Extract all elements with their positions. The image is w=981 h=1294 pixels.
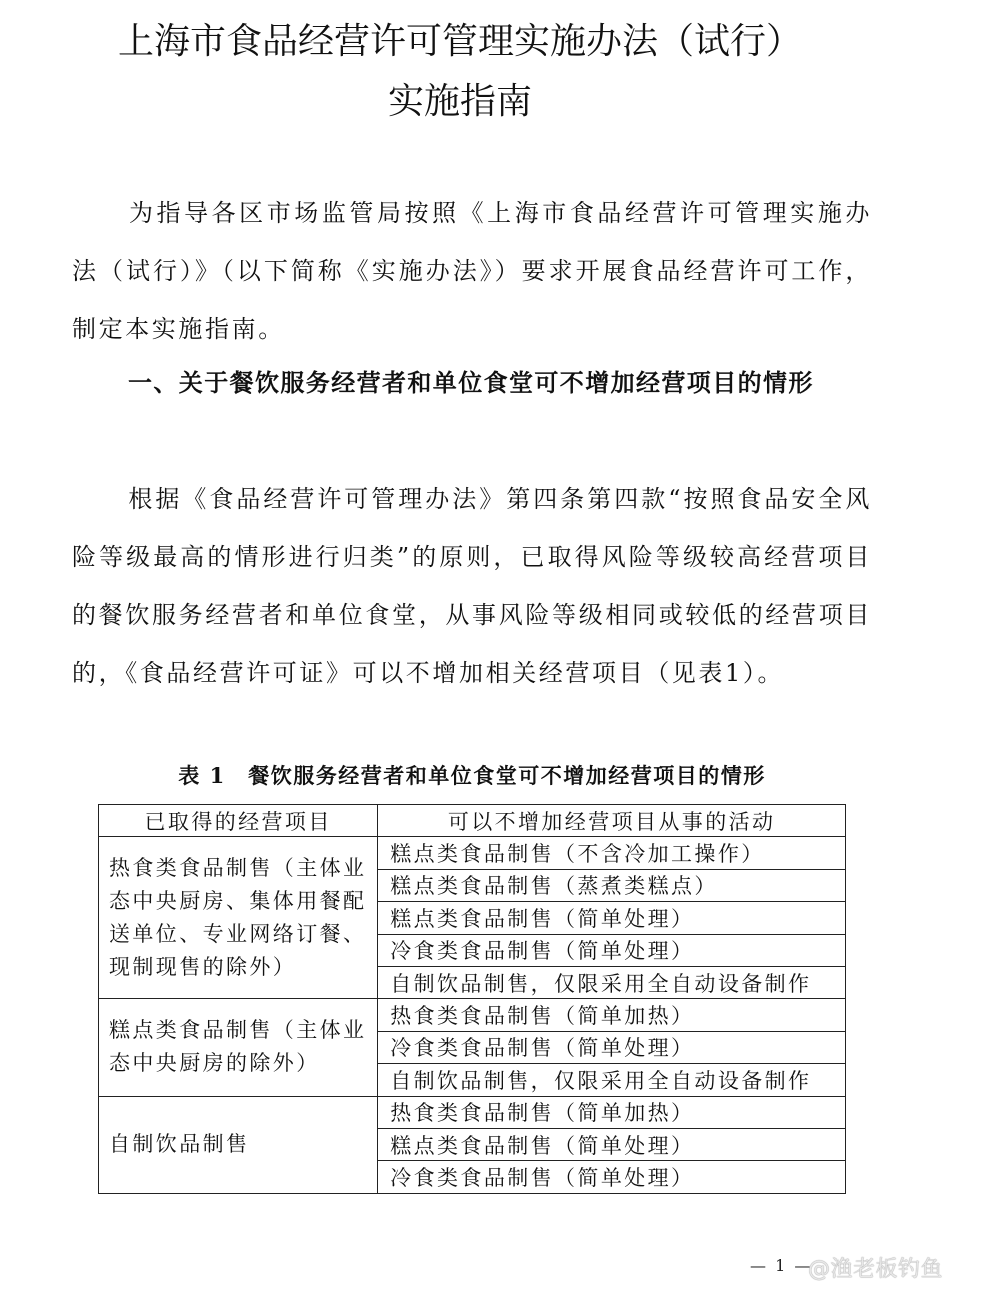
section-1-body-text: 根据《食品经营许可管理办法》第四条第四款“按照食品安全风险等级最高的情形进行归类”的原则，已取得风险等级较高经营项目的餐饮服务经营者和单位食堂，从事风险等级相同或较低的经营项目的，《食品经营许可证》可以不增加相关经营项目（见表1）。 (72, 485, 872, 687)
activity-cell: 糕点类食品制售（简单处理） (378, 902, 846, 934)
table-caption: 表 1 餐饮服务经营者和单位食堂可不增加经营项目的情形 (178, 763, 766, 788)
obtained-item-drinks: 自制饮品制售 (99, 1096, 378, 1193)
table-header-row (99, 805, 846, 837)
activity-cell: 冷食类食品制售（简单处理） (378, 1161, 846, 1193)
table-row (99, 1096, 846, 1128)
activity-cell: 糕点类食品制售（简单处理） (378, 1128, 846, 1160)
section-1-body (72, 470, 872, 702)
page-number: — 1 — (750, 1256, 813, 1275)
activity-cell: 糕点类食品制售（不含冷加工操作） (378, 837, 846, 869)
watermark: @渔老板钓鱼 (808, 1257, 944, 1282)
activity-cell: 冷食类食品制售（简单处理） (378, 934, 846, 966)
table-row (99, 837, 846, 869)
activity-cell: 自制饮品制售，仅限采用全自动设备制作 (378, 966, 846, 998)
operations-table (98, 804, 846, 1194)
header-activities: 可以不增加经营项目从事的活动 (378, 805, 846, 837)
obtained-item-hot-food: 热食类食品制售（主体业态中央厨房、集体用餐配送单位、专业网络订餐、现制现售的除外） (99, 837, 378, 999)
obtained-item-pastry: 糕点类食品制售（主体业态中央厨房的除外） (99, 999, 378, 1096)
activity-cell: 热食类食品制售（简单加热） (378, 1096, 846, 1128)
document-title-line-1: 上海市食品经营许可管理实施办法（试行） (117, 21, 802, 62)
activity-cell: 热食类食品制售（简单加热） (378, 999, 846, 1031)
activity-cell: 冷食类食品制售（简单处理） (378, 1031, 846, 1063)
intro-text: 为指导各区市场监管局按照《上海市食品经营许可管理实施办法（试行）》（以下简称《实施办法》）要求开展食品经营许可工作，制定本实施指南。 (72, 199, 872, 343)
activity-cell: 自制饮品制售，仅限采用全自动设备制作 (378, 1064, 846, 1096)
section-1-heading-text: 一、关于餐饮服务经营者和单位食堂可不增加经营项目的情形 (128, 369, 814, 397)
section-1-heading (72, 354, 872, 412)
intro-paragraph (72, 184, 872, 358)
document-title-line-2: 实施指南 (387, 81, 532, 122)
header-obtained: 已取得的经营项目 (99, 805, 378, 837)
table-row (99, 999, 846, 1031)
activity-cell: 糕点类食品制售（蒸煮类糕点） (378, 869, 846, 901)
